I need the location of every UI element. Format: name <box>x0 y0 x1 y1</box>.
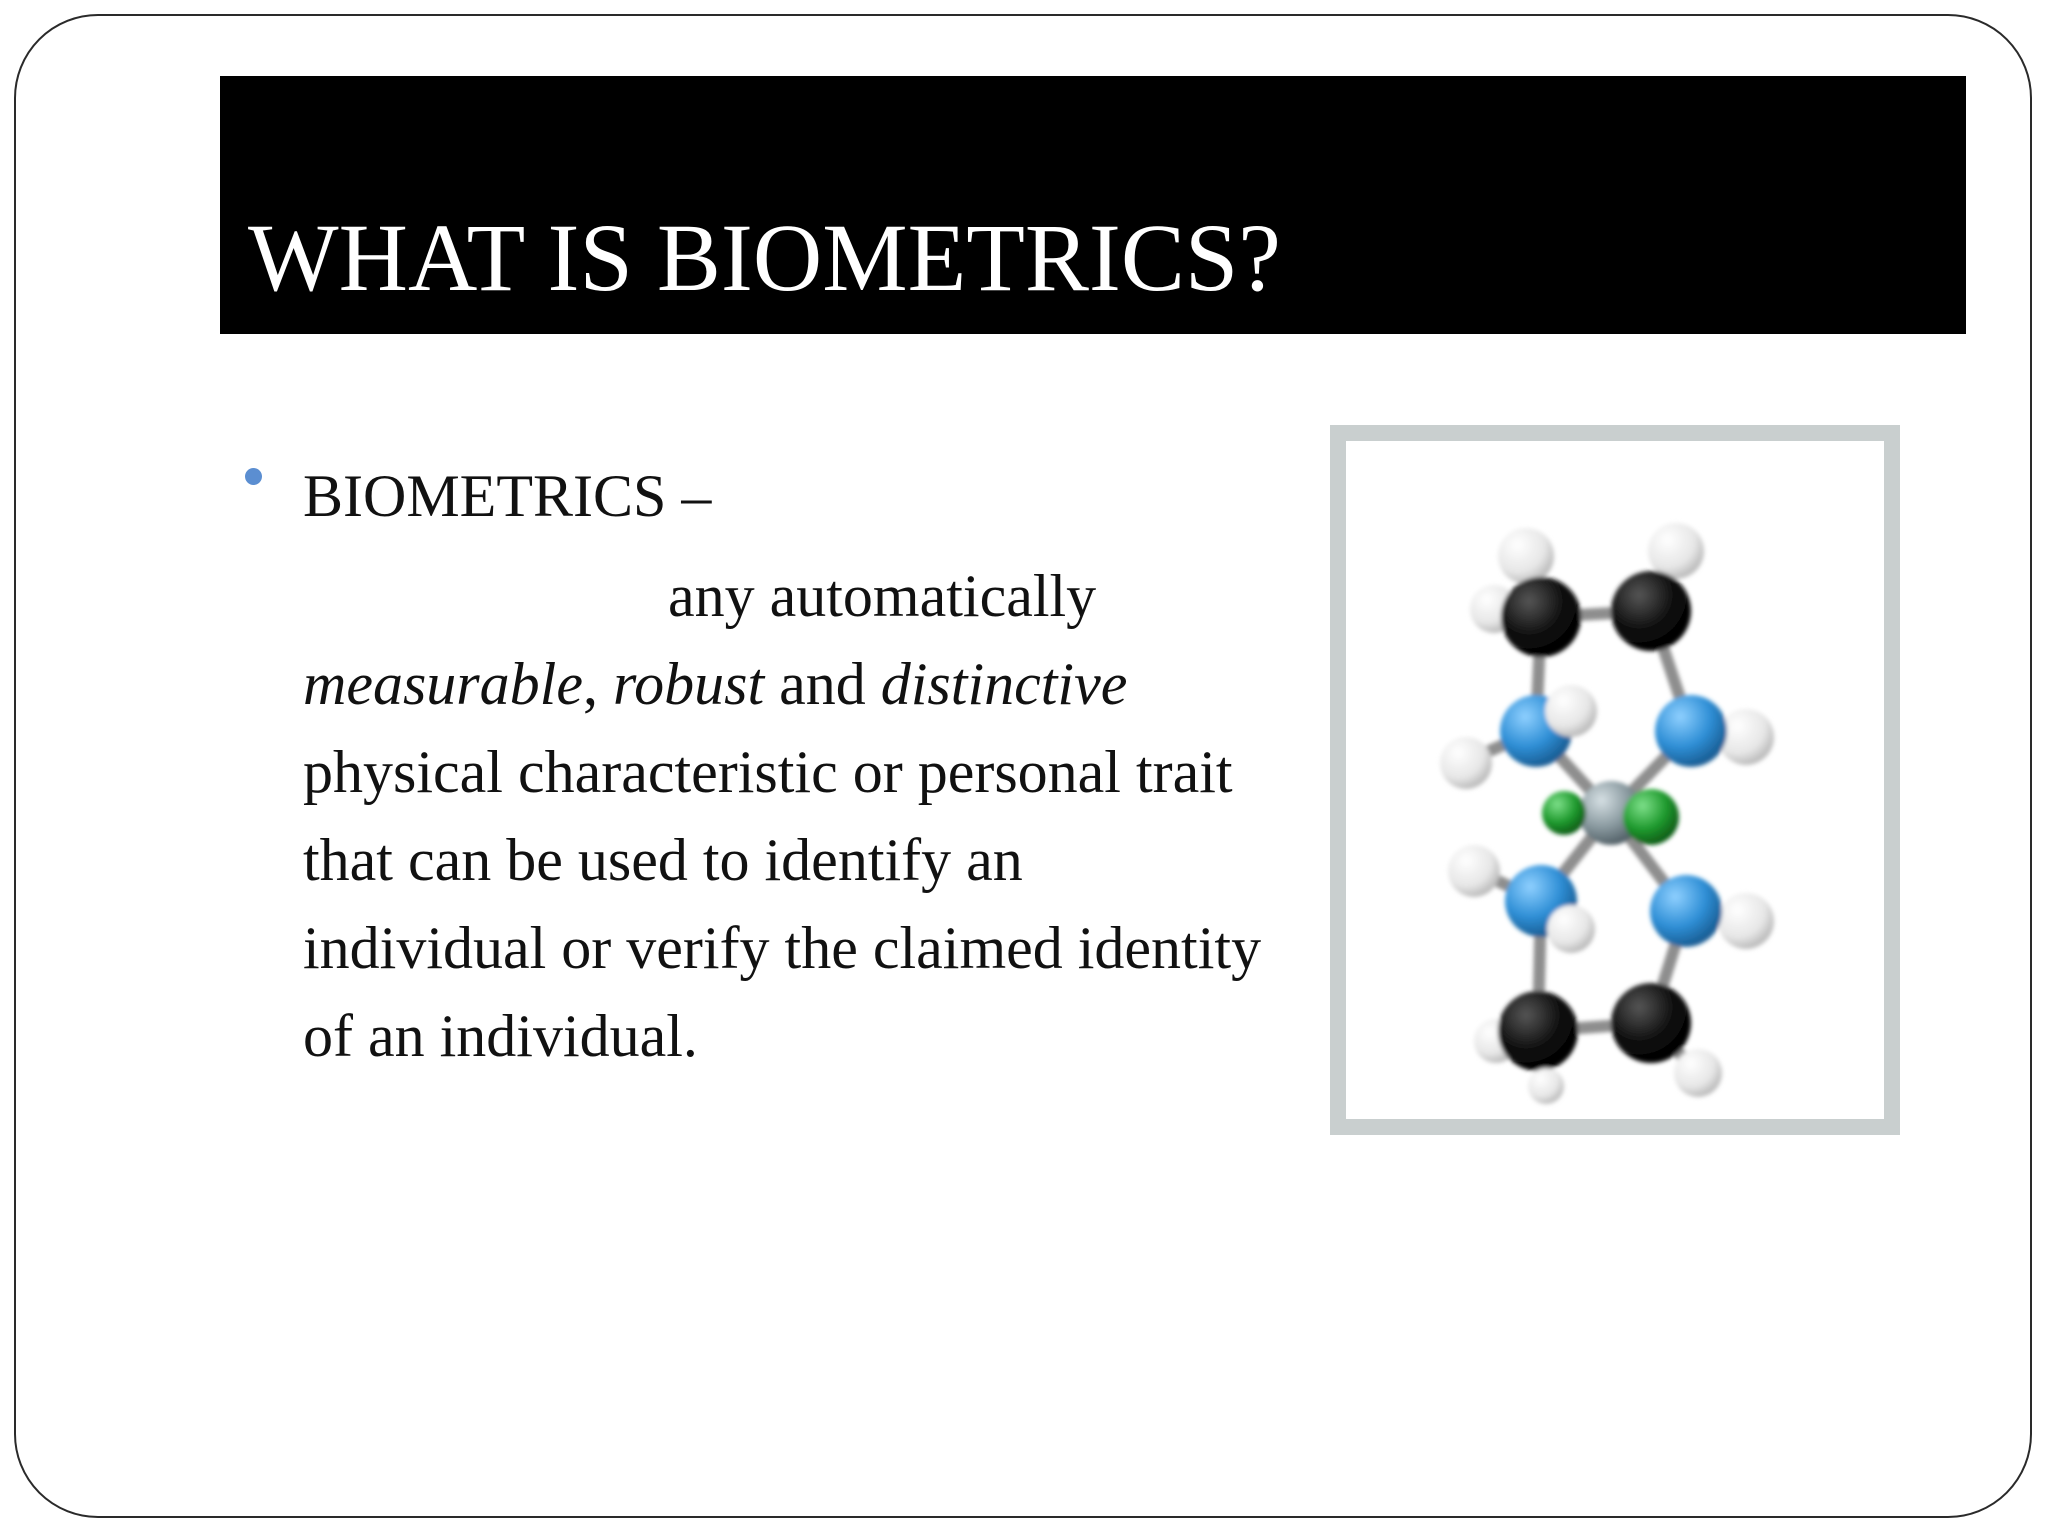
molecule-model-icon <box>1346 441 1884 1119</box>
definition-italic-measurable: measurable <box>303 651 583 717</box>
definition-text-1: any automatically <box>668 563 1097 629</box>
bullet-definition <box>303 552 1263 1080</box>
definition-text-4: physical characteristic or personal trait that can be used to identify an individual or verify the claimed identity of an individual. <box>303 739 1262 1069</box>
slide-title: WHAT IS BIOMETRICS? <box>248 204 1281 311</box>
bullet-content <box>303 452 1263 1080</box>
bullet-term: BIOMETRICS – <box>303 463 712 529</box>
title-bar <box>220 76 1966 334</box>
molecule-image <box>1346 441 1884 1119</box>
definition-text-2: , <box>582 651 613 717</box>
bullet-dot-icon <box>245 468 262 485</box>
molecule-image-frame <box>1330 425 1900 1135</box>
definition-italic-distinctive: distinctive <box>880 651 1128 717</box>
definition-text-3: and <box>764 651 881 717</box>
definition-italic-robust: robust <box>612 651 765 717</box>
slide <box>14 14 2032 1518</box>
